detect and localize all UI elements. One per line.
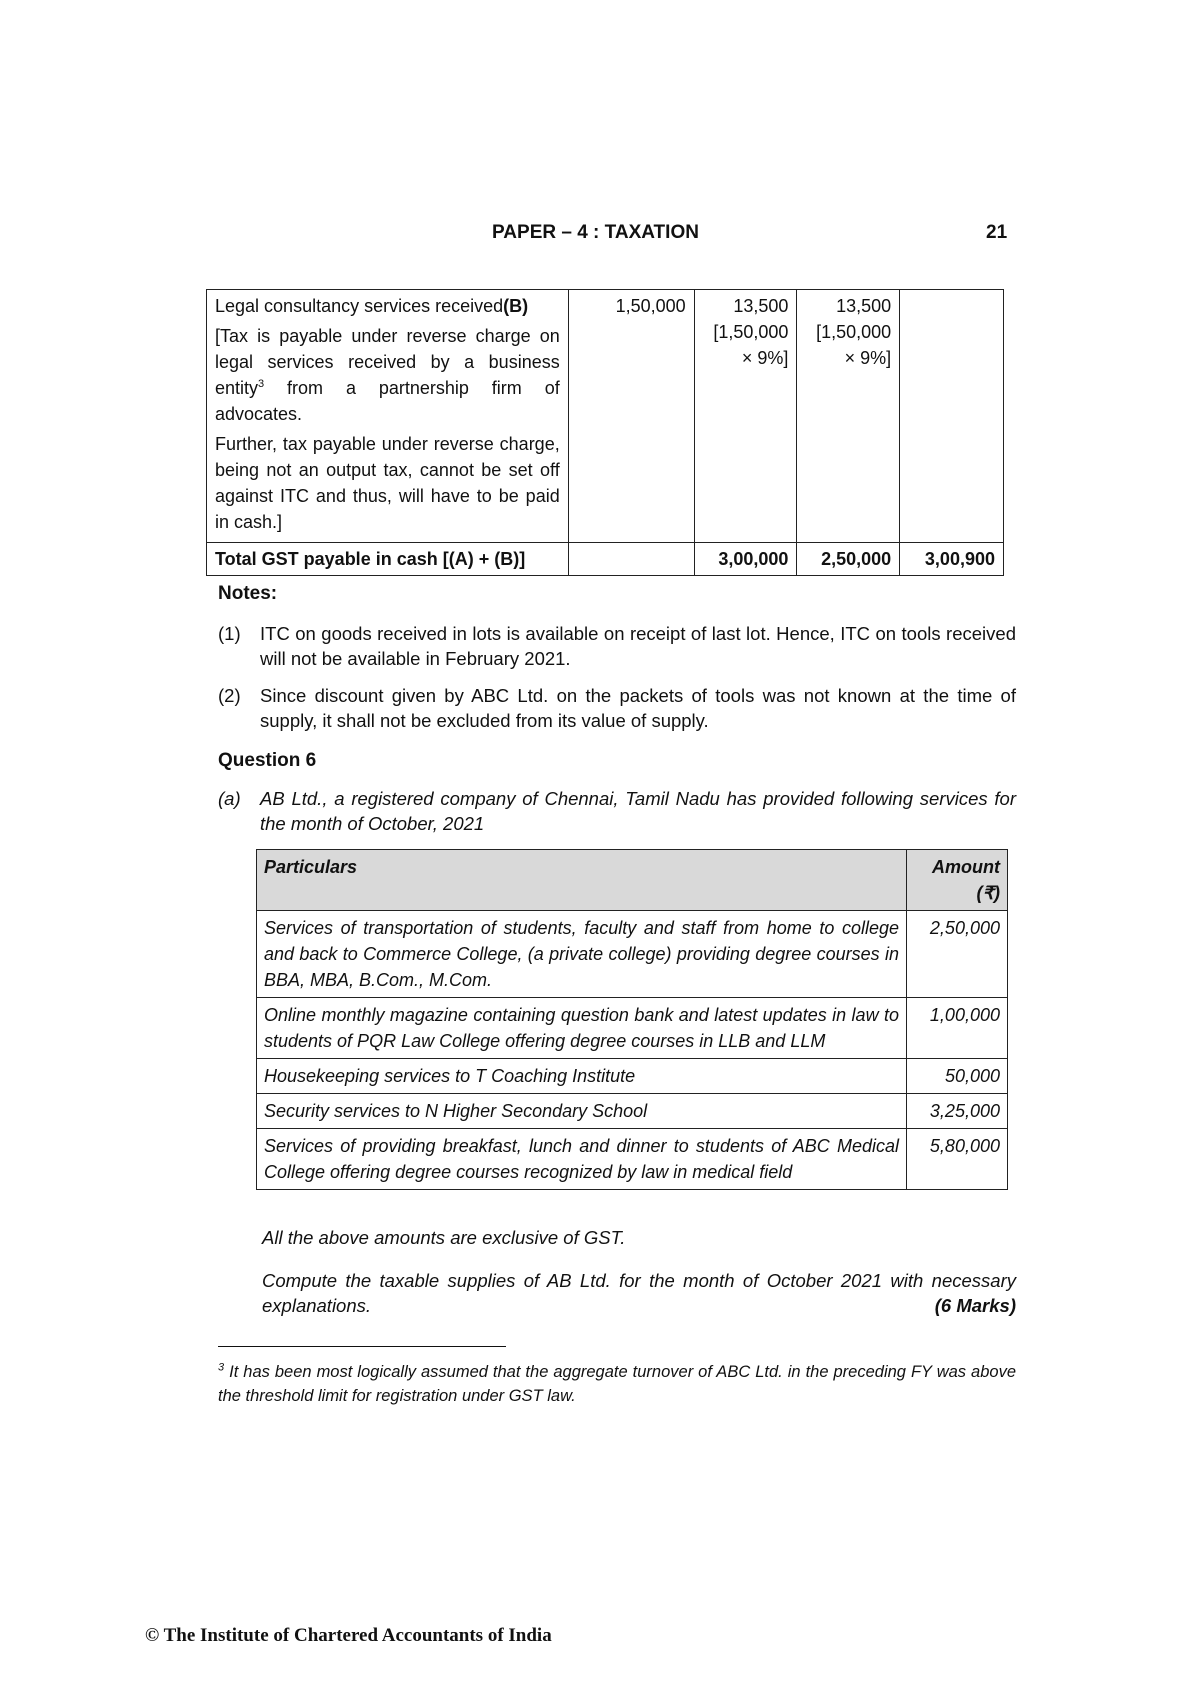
services-table: [256, 849, 1008, 1190]
note-number: (2): [218, 685, 241, 706]
gst-exclusive-note: All the above amounts are exclusive of GST.: [262, 1227, 626, 1248]
row-particulars: Services of providing breakfast, lunch and dinner to students of ABC Medical College offering degree courses recognized by law in medical field: [257, 1129, 907, 1190]
note-text: Since discount given by ABC Ltd. on the packets of tools was not known at the time of supply, it shall not be excluded from its value of supply.: [260, 685, 1016, 731]
value-cell: 1,50,000: [568, 290, 694, 543]
page-number: 21: [986, 222, 1008, 243]
row-particulars: Online monthly magazine containing question bank and latest updates in law to students of PQR Law College offering degree courses in LLB and LLM: [257, 998, 907, 1059]
particulars-cell: [207, 290, 569, 543]
cgst-amount: 13,500: [733, 296, 789, 316]
total-igst: 3,00,900: [900, 543, 1004, 576]
table-row: [257, 911, 1008, 998]
header-particulars: Particulars: [257, 850, 907, 911]
note-number: (1): [218, 623, 241, 644]
header-amount-unit: (₹): [976, 883, 1000, 903]
row-particulars: Security services to N Higher Secondary School: [257, 1094, 907, 1129]
header-amount: [907, 850, 1008, 911]
cgst-calculation: [1,50,000 × 9%]: [713, 322, 789, 368]
total-row: [207, 543, 1004, 576]
notes-title: Notes:: [218, 583, 278, 604]
note-item: [218, 621, 1016, 671]
note-text: ITC on goods received in lots is available on receipt of last lot. Hence, ITC on tools received will not be available in February 2021.: [260, 623, 1016, 669]
footnote-marker: 3: [218, 1361, 225, 1374]
igst-cell: [900, 290, 1004, 543]
marks-label: (6 Marks): [934, 1295, 1016, 1316]
sgst-calculation: [1,50,000 × 9%]: [816, 322, 892, 368]
footnote: [218, 1360, 1016, 1408]
part-label: (a): [218, 788, 241, 809]
footnote-text: It has been most logically assumed that the aggregate turnover of ABC Ltd. in the preceding FY was above the threshold limit for registration under GST law.: [218, 1363, 1017, 1405]
gst-payable-table: [206, 289, 1004, 576]
table-row: [257, 1059, 1008, 1094]
table-row: [207, 290, 1004, 543]
row-particulars: Services of transportation of students, faculty and staff from home to college and back to Commerce College, (a private college) providing degree courses in BBA, MBA, B.Com., M.Com.: [257, 911, 907, 998]
row-amount: 5,80,000: [907, 1129, 1008, 1190]
sgst-amount: 13,500: [836, 296, 892, 316]
total-cgst: 3,00,000: [694, 543, 797, 576]
row-amount: 3,25,000: [907, 1094, 1008, 1129]
total-sgst: 2,50,000: [797, 543, 900, 576]
row-b-label: Legal consultancy services received(B): [215, 296, 529, 316]
total-value: [568, 543, 694, 576]
row-b-explanation: [Tax is payable under reverse charge on legal services received by a business entity$^3$ from a partnership firm of advocates.: [215, 326, 560, 424]
part-text: AB Ltd., a registered company of Chennai, Tamil Nadu has provided following services for the month of October, 2021: [260, 788, 1016, 834]
question-part-a: [218, 786, 1016, 836]
question-instruction: [262, 1268, 1016, 1318]
instruction-text: Compute the taxable supplies of AB Ltd. for the month of October 2021 with necessary explanations.: [262, 1270, 1016, 1316]
footnote-divider: [218, 1346, 506, 1347]
total-label: Total GST payable in cash [(A) + (B)]: [207, 543, 569, 576]
question-title: Question 6: [218, 750, 317, 771]
row-amount: 50,000: [907, 1059, 1008, 1094]
table-row: [257, 1129, 1008, 1190]
note-item: [218, 683, 1016, 733]
row-amount: 2,50,000: [907, 911, 1008, 998]
sgst-cell: [797, 290, 900, 543]
row-particulars: Housekeeping services to T Coaching Institute: [257, 1059, 907, 1094]
page-header-title: PAPER – 4 : TAXATION: [492, 222, 699, 243]
table-row: [257, 998, 1008, 1059]
copyright-footer: © The Institute of Chartered Accountants of India: [145, 1625, 552, 1646]
row-amount: 1,00,000: [907, 998, 1008, 1059]
row-b-explanation-2: Further, tax payable under reverse charge, being not an output tax, cannot be set off against ITC and thus, will have to be paid in cash.]: [215, 434, 560, 532]
header-amount-label: Amount: [932, 857, 1000, 877]
table-header-row: [257, 850, 1008, 911]
table-row: [257, 1094, 1008, 1129]
cgst-cell: [694, 290, 797, 543]
